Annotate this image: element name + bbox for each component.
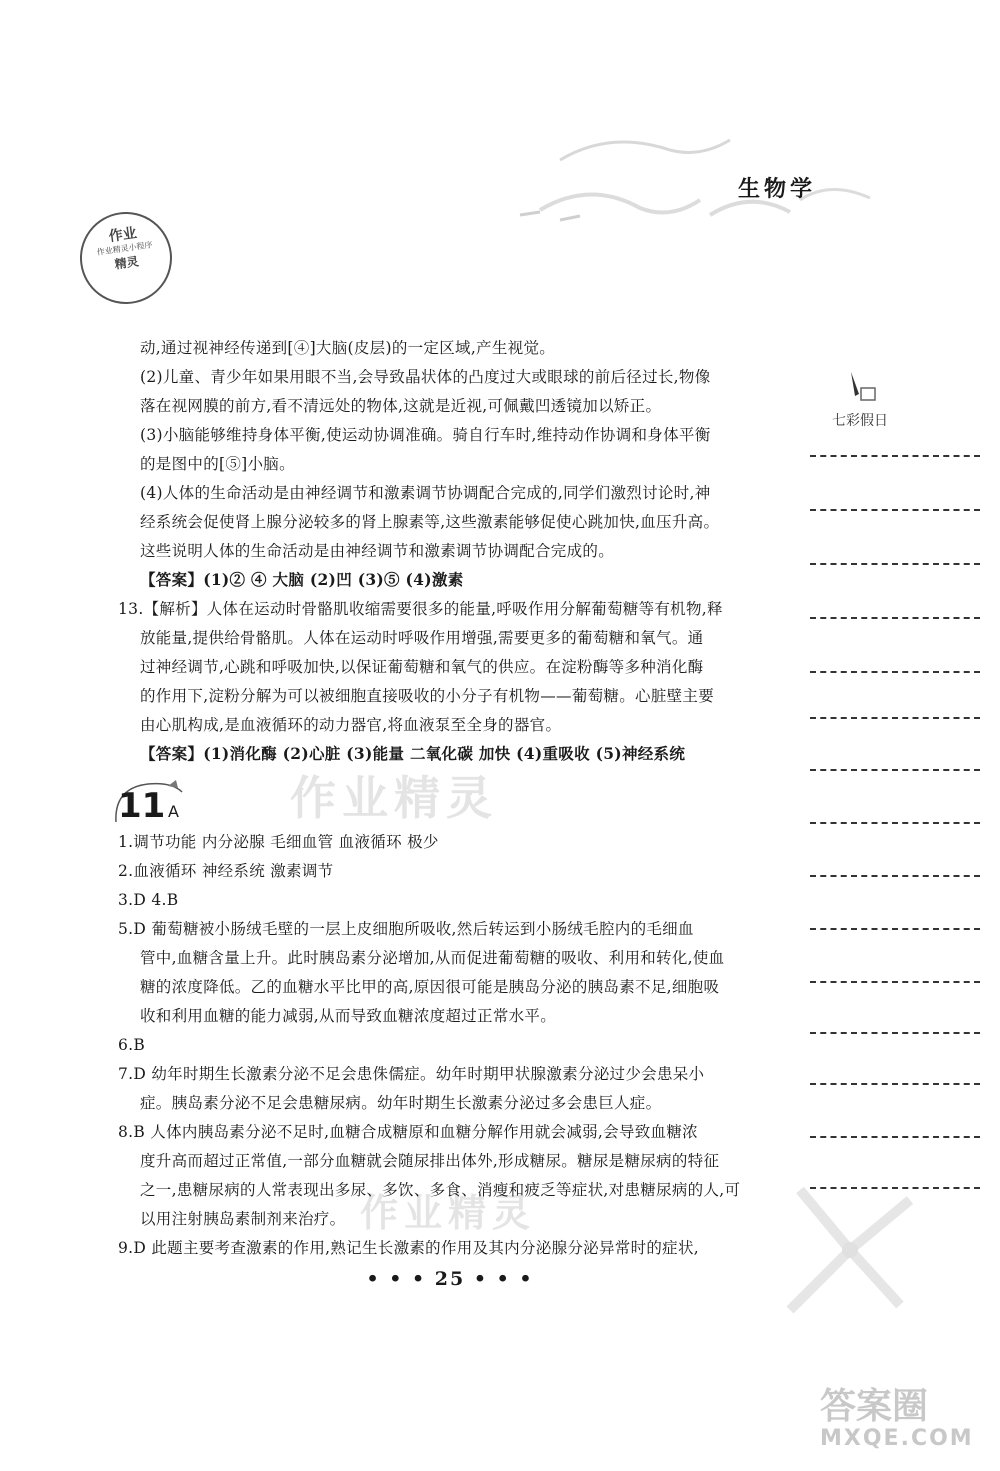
header-decoration (500, 120, 880, 240)
text-line: 7.D 幼年时期生长激素分泌不足会患侏儒症。幼年时期甲状腺激素分泌过少会患呆小 (118, 1065, 705, 1083)
text-line: 放能量,提供给骨骼肌。人体在运动时呼吸作用增强,需要更多的葡萄糖和氧气。通 (140, 629, 704, 647)
sidebar-label: 七彩假日 (832, 413, 888, 429)
text-line: 糖的浓度降低。乙的血糖水平比甲的高,原因很可能是胰岛分泌的胰岛素不足,细胞吸 (140, 978, 720, 996)
text-line: 以用注射胰岛素制剂来治疗。 (140, 1210, 346, 1228)
text-line: 度升高而超过正常值,一部分血糖就会随尿排出体外,形成糖尿。糖尿是糖尿病的特征 (140, 1152, 720, 1170)
note-line (810, 671, 980, 673)
text-line: 9.D 此题主要考查激素的作用,熟记生长激素的作用及其内分泌腺分泌异常时的症状, (118, 1239, 699, 1257)
text-line: 6.B (118, 1036, 146, 1054)
note-line (810, 981, 980, 983)
answer-line: 【答案】(1)② ④ 大脑 (2)凹 (3)⑤ (4)激素 (140, 570, 464, 589)
text-line: (2)儿童、青少年如果用眼不当,会导致晶状体的凸度过大或眼球的前后径过长,物像 (140, 368, 711, 386)
section-number: 11 (118, 786, 166, 826)
text-line: 之一,患糖尿病的人常表现出多尿、多饮、多食、消瘦和疲乏等症状,对患糖尿病的人,可 (140, 1181, 741, 1199)
text-line: 3.D 4.B (118, 891, 179, 909)
text-line: (3)小脑能够维持身体平衡,使运动协调准确。骑自行车时,维持动作协调和身体平衡 (140, 426, 711, 444)
text-line: 2.血液循环 神经系统 激素调节 (118, 862, 334, 880)
watermark-upper: 作业精灵 (290, 771, 498, 825)
stamp-seal (74, 206, 178, 310)
note-line (810, 617, 980, 619)
stamp-line-3: 精灵 (113, 254, 140, 272)
stamp-line-1: 作业 (107, 225, 138, 246)
text-line: 的是图中的[⑤]小脑。 (140, 455, 295, 473)
text-line: 由心肌构成,是血液循环的动力器官,将血液泵至全身的器官。 (140, 716, 562, 734)
watermark-lower: 作业精灵 (360, 1191, 537, 1235)
note-line (810, 928, 980, 930)
text-line: 这些说明人体的生命活动是由神经调节和激素调节协调配合完成的。 (140, 542, 615, 560)
answer-line: 【答案】(1)消化酶 (2)心脏 (3)能量 二氧化碳 加快 (4)重吸收 (5)神经系统 (140, 744, 686, 763)
text-line: 1.调节功能 内分泌腺 毛细血管 血液循环 极少 (118, 833, 439, 851)
note-line (810, 1083, 980, 1085)
text-line: 症。胰岛素分泌不足会患糖尿病。幼年时期生长激素分泌过多会患巨人症。 (140, 1094, 662, 1112)
text-line: (4)人体的生命活动是由神经调节和激素调节协调配合完成的,同学们激烈讨论时,神 (140, 484, 711, 502)
note-line (810, 717, 980, 719)
text-line: 落在视网膜的前方,看不清远处的物体,这就是近视,可佩戴凹透镜加以矫正。 (140, 397, 662, 415)
text-line: 动,通过视神经传递到[④]大脑(皮层)的一定区域,产生视觉。 (140, 339, 556, 357)
note-line (810, 822, 980, 824)
note-line (810, 769, 980, 771)
text-line: 5.D 葡萄糖被小肠绒毛壁的一层上皮细胞所吸收,然后转运到小肠绒毛腔内的毛细血 (118, 920, 694, 938)
pen-icon (845, 368, 885, 408)
page-number: • • • 25 • • • (366, 1268, 534, 1290)
text-line: 过神经调节,心跳和呼吸加快,以保证葡萄糖和氧气的供应。在淀粉酶等多种消化酶 (140, 658, 704, 676)
logo-url: MXQE.COM (820, 1426, 974, 1451)
text-line: 收和利用血糖的能力减弱,从而导致血糖浓度超过正常水平。 (140, 1007, 557, 1025)
text-line: 管中,血糖含量上升。此时胰岛素分泌增加,从而促进葡萄糖的吸收、利用和转化,使血 (140, 949, 725, 967)
text-line: 13.【解析】人体在运动时骨骼肌收缩需要很多的能量,呼吸作用分解葡萄糖等有机物,释 (118, 600, 723, 618)
note-line (810, 455, 980, 457)
text-line: 8.B 人体内胰岛素分泌不足时,血糖合成糖原和血糖分解作用就会减弱,会导致血糖浓 (118, 1123, 698, 1141)
text-line: 经系统会促使肾上腺分泌较多的肾上腺素等,这些激素能够促使心跳加快,血压升高。 (140, 513, 720, 531)
text-line: 的作用下,淀粉分解为可以被细胞直接吸收的小分子有机物——葡萄糖。心脏壁主要 (140, 687, 715, 705)
note-line (810, 1136, 980, 1138)
section-letter: A (168, 802, 179, 821)
note-line (810, 875, 980, 877)
subject-title: 生物学 (738, 176, 817, 202)
logo-watermark: 答案圈 (820, 1386, 929, 1427)
windmill-decoration (770, 1170, 930, 1330)
note-line (810, 563, 980, 565)
note-line (810, 509, 980, 511)
note-line (810, 1032, 980, 1034)
stamp-line-2: 作业精灵小程序 (96, 240, 154, 257)
